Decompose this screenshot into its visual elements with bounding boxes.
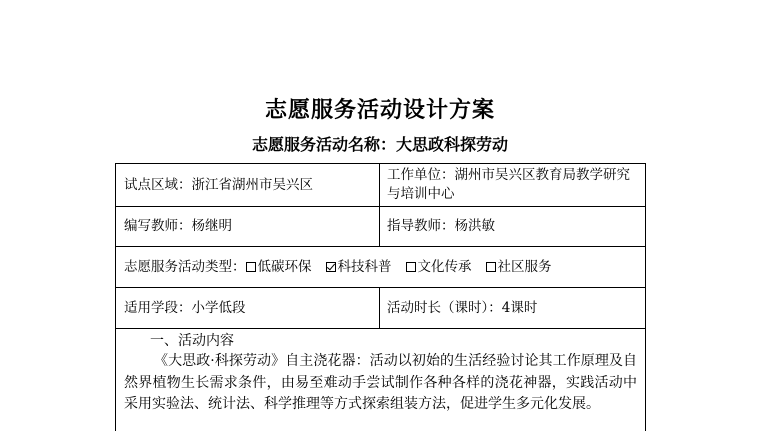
advisor-teacher-cell: 指导教师：杨洪敏 xyxy=(387,218,495,234)
work-unit-cell: 工作单位：湖州市吴兴区教育局教学研究与培训中心 xyxy=(387,167,630,202)
type-option-community[interactable]: 社区服务 xyxy=(486,258,552,277)
activity-content-section xyxy=(116,331,645,416)
checkbox-icon[interactable] xyxy=(406,262,416,272)
activity-name-subtitle: 志愿服务活动名称：大思政科探劳动 xyxy=(251,135,508,154)
duration-cell: 活动时长（课时）：4课时 xyxy=(387,299,538,316)
checkbox-checked-icon[interactable] xyxy=(326,262,336,272)
section-heading: 一、活动内容 xyxy=(150,333,234,349)
activity-type-label: 志愿服务活动类型： xyxy=(124,258,246,275)
table-row xyxy=(116,164,645,207)
document-title: 志愿服务活动设计方案 xyxy=(264,98,495,123)
grade-level-cell: 适用学段：小学低段 xyxy=(116,288,380,328)
plan-table xyxy=(115,163,646,431)
author-teacher-cell: 编写教师：杨继明 xyxy=(116,207,380,246)
checkbox-icon[interactable] xyxy=(486,262,496,272)
type-option-low-carbon[interactable]: 低碳环保 xyxy=(246,258,312,277)
activity-type-cell xyxy=(116,247,645,287)
table-row xyxy=(116,247,645,288)
checkbox-icon[interactable] xyxy=(246,262,256,272)
pilot-area-cell: 试点区域：浙江省湖州市吴兴区 xyxy=(116,164,380,206)
content-paragraph: 《大思政·科探劳动》自主浇花器：活动以初始的生活经验讨论其工作原理及自然界植物生长需求条件，由易至难动手尝试制作各种各样的浇花神器，实践活动中采用实验法、统计法、科学推理等方式探索组装方法，促进学生多元化发展。 xyxy=(124,353,637,412)
type-option-culture[interactable]: 文化传承 xyxy=(406,258,472,277)
table-row xyxy=(116,288,645,329)
table-row xyxy=(116,207,645,247)
type-option-science[interactable]: 科技科普 xyxy=(326,258,392,277)
